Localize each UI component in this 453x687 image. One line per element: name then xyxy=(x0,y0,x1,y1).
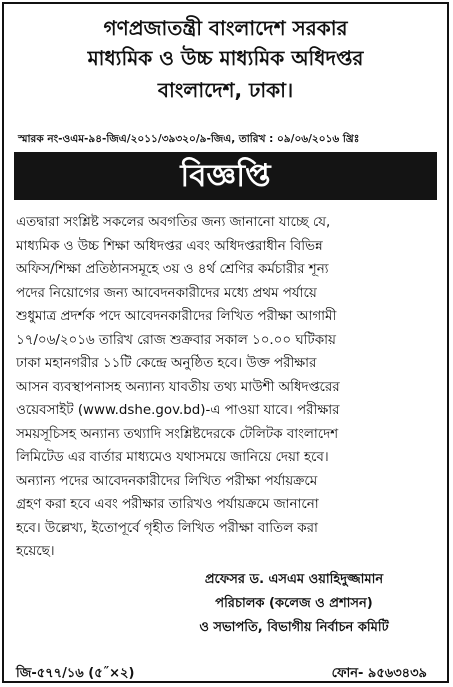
body-line: অফিস/শিক্ষা প্রতিষ্ঠানসমূহে ৩য় ও ৪র্থ শ্রেণির কর্মচারীর শূন্য xyxy=(16,262,329,277)
notice-body xyxy=(16,211,441,564)
body-line: হয়েছে। xyxy=(16,544,55,559)
memo-reference: স্মারক নং-ওএম-৯৪-জিএ/২০১১/৩৯৩২০/৯-জিএ, তারিখ : ০৯/০৬/২০১৬ খ্রিঃ xyxy=(18,133,360,145)
header-directorate: মাধ্যমিক ও উচ্চ মাধ্যমিক অধিদপ্তর xyxy=(87,46,364,70)
signatory-designation: পরিচালক (কলেজ ও প্রশাসন) xyxy=(215,596,373,611)
header-location: বাংলাদেশ, ঢাকা। xyxy=(157,78,294,102)
body-line: হবে। উল্লেখ্য, ইতোপূর্বে গৃহীত লিখিত পরীক্ষা বাতিল করা xyxy=(16,520,318,536)
signatory-name: প্রফেসর ড. এসএম ওয়াহিদুজ্জামান xyxy=(204,572,384,587)
body-line: আসন ব্যবস্থাপনাসহ অন্যান্য যাবতীয় তথ্য মাউশী অধিদপ্তরের xyxy=(16,379,340,395)
signatory-committee: ও সভাপতি, বিভাগীয় নির্বাচন কমিটি xyxy=(199,620,389,635)
body-line-website: ওয়েবসাইট (www.dshe.gov.bd)-এ পাওয়া যাবে। পরীক্ষার xyxy=(16,403,340,418)
body-line: পদের নিয়োগের জন্য আবেদনকারীদের মধ্যে প্রথম পর্যায়ে xyxy=(16,285,317,301)
notice-title: বিজ্ঞপ্তি xyxy=(180,158,271,194)
header-government: গণপ্রজাতন্ত্রী বাংলাদেশ সরকার xyxy=(103,16,348,40)
body-line: মাধ্যমিক ও উচ্চ শিক্ষা অধিদপ্তর এবং অধিদপ্তরাধীন বিভিন্ন xyxy=(16,238,323,254)
body-line: গ্রহণ করা হবে এবং পরীক্ষার তারিখও পর্যায়ক্রমে জানানো xyxy=(16,497,319,512)
body-line: ১৭/০৬/২০১৬ তারিখ রোজ শুক্রবার সকাল ১০.০০ ঘটিকায় xyxy=(16,332,336,348)
body-line: শুধুমাত্র প্রদর্শক পদে আবেদনকারীদের লিখিত পরীক্ষা আগামী xyxy=(16,309,337,324)
body-line: এতদ্বারা সংশ্লিষ্ট সকলের অবগতির জন্য জানানো যাচ্ছে যে, xyxy=(16,215,331,230)
body-line: সময়সূচিসহ অন্যান্য তথ্যাদি সংশ্লিষ্টদেরকে টেলিটক বাংলাদেশ xyxy=(16,426,339,442)
body-line: অন্যান্য পদের আবেদনকারীদের লিখিত পরীক্ষা পর্যায়ক্রমে xyxy=(16,473,318,489)
body-line: ঢাকা মহানগরীর ১১টি কেন্দ্রে অনুষ্ঠিত হবে। উক্ত পরীক্ষার xyxy=(16,356,317,371)
footer-reference: জি-৫৭৭/১৬ (৫˝×২) xyxy=(16,666,135,681)
notice-frame xyxy=(2,2,449,683)
notice-banner xyxy=(14,152,437,200)
signatory-phone: ফোন- ৯৫৬৩৪৩৯ xyxy=(331,666,427,681)
body-line: লিমিটেড এর বার্তার মাধ্যমেও যথাসময়ে জানিয়ে দেয়া হবে। xyxy=(16,450,329,465)
